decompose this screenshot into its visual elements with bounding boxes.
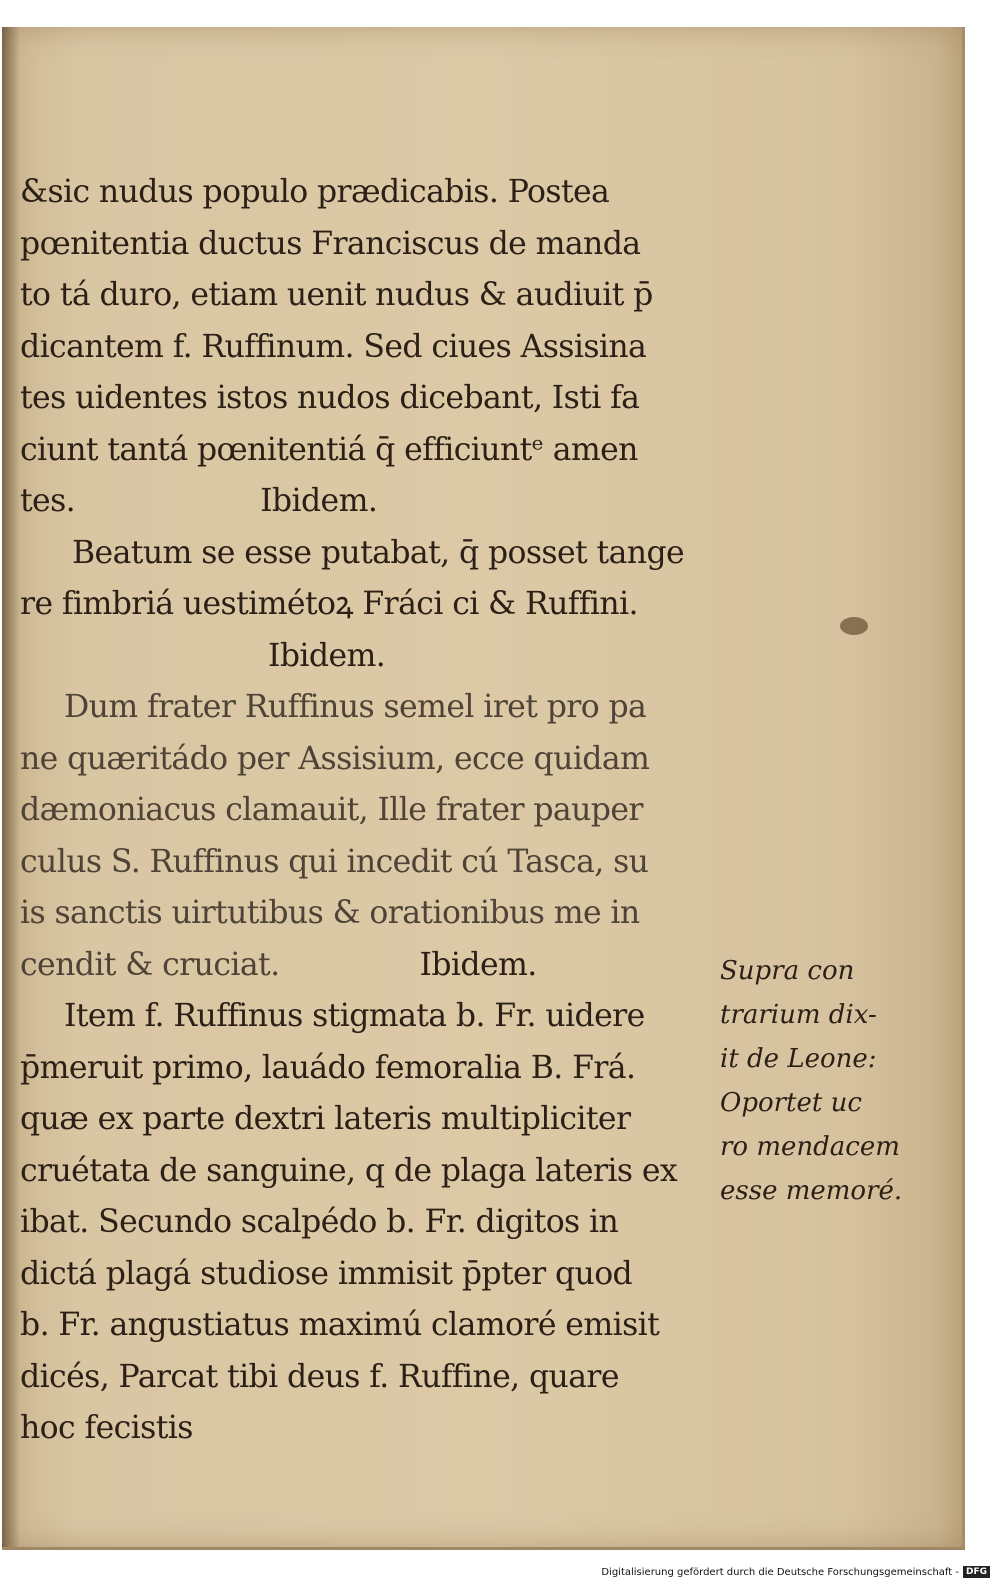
- text-line-with-ref: [20, 940, 710, 992]
- text-line: p̄meruit primo, lauádo femoralia B. Frá.: [20, 1049, 636, 1086]
- text-line: dæmoniacus clamauit, Ille frater pauper: [20, 792, 643, 828]
- digitization-footer: [601, 1566, 990, 1578]
- text-line: ciunt tantá pœnitentiá q̄ efficiuntᵉ amen: [20, 431, 638, 468]
- text-line: is sanctis uirtutibus & orationibus me in: [20, 895, 640, 931]
- text-line: quæ ex parte dextri lateris multipliciter: [20, 1101, 631, 1137]
- text-line: tes uidentes istos nudos dicebant, Isti fa: [20, 380, 640, 416]
- text-line: Beatum se esse putabat, q̄ posset tange: [72, 534, 685, 571]
- dfg-logo: DFG: [963, 1566, 990, 1578]
- margin-note: [720, 949, 903, 1213]
- margin-note-line: trarium dix-: [720, 1000, 877, 1030]
- text-line: culus S. Ruffinus qui incedit cú Tasca, su: [20, 843, 649, 880]
- text-line: to tá duro, etiam uenit nudus & audiuit p̄: [20, 277, 653, 313]
- text-line: pœnitentia ductus Franciscus de manda: [20, 225, 641, 262]
- funding-credit: Digitalisierung gefördert durch die Deutsche Forschungsgemeinschaft -: [601, 1566, 959, 1578]
- text-line: cruétata de sanguine, q de plaga lateris ex: [20, 1152, 678, 1189]
- book-page: [2, 27, 965, 1550]
- text-line: tes.: [20, 483, 76, 519]
- reference-ibidem: Ibidem.: [419, 946, 537, 983]
- reference-ibidem: Ibidem.: [260, 483, 378, 519]
- text-line-with-ref: [20, 476, 710, 528]
- text-line: Dum frater Ruffinus semel iret pro pa: [64, 689, 647, 725]
- reference-ibidem: Ibidem.: [268, 637, 386, 674]
- gutter-shadow: [2, 27, 20, 1547]
- text-line: dicés, Parcat tibi deus f. Ruffine, quare: [20, 1358, 619, 1395]
- margin-note-line: esse memoré.: [720, 1176, 903, 1206]
- margin-note-line: Oportet uc: [720, 1088, 862, 1118]
- text-line: Item f. Ruffinus stigmata b. Fr. uidere: [64, 998, 645, 1034]
- text-line: ne quæritádo per Assisium, ecce quidam: [20, 740, 650, 777]
- text-line: cendit & cruciat.: [20, 946, 280, 983]
- text-line: re fimbriá uestimétoꝝ Fráci ci & Ruffini.: [20, 586, 638, 622]
- ink-stain: [840, 617, 868, 635]
- margin-note-line: it de Leone:: [720, 1044, 877, 1074]
- text-line: ibat. Secundo scalpédo b. Fr. digitos in: [20, 1204, 619, 1240]
- text-line: b. Fr. angustiatus maximú clamoré emisit: [20, 1307, 660, 1343]
- margin-note-line: ro mendacem: [720, 1132, 900, 1162]
- text-line: dicantem f. Ruffinum. Sed ciues Assisina: [20, 328, 647, 365]
- text-line: &sic nudus populo prædicabis. Postea: [20, 174, 610, 210]
- main-text-block: [20, 167, 710, 1455]
- text-line: dictá plagá studiose immisit p̄pter quod: [20, 1255, 633, 1292]
- margin-note-line: Supra con: [720, 956, 855, 986]
- text-line: hoc fecistis: [20, 1410, 193, 1446]
